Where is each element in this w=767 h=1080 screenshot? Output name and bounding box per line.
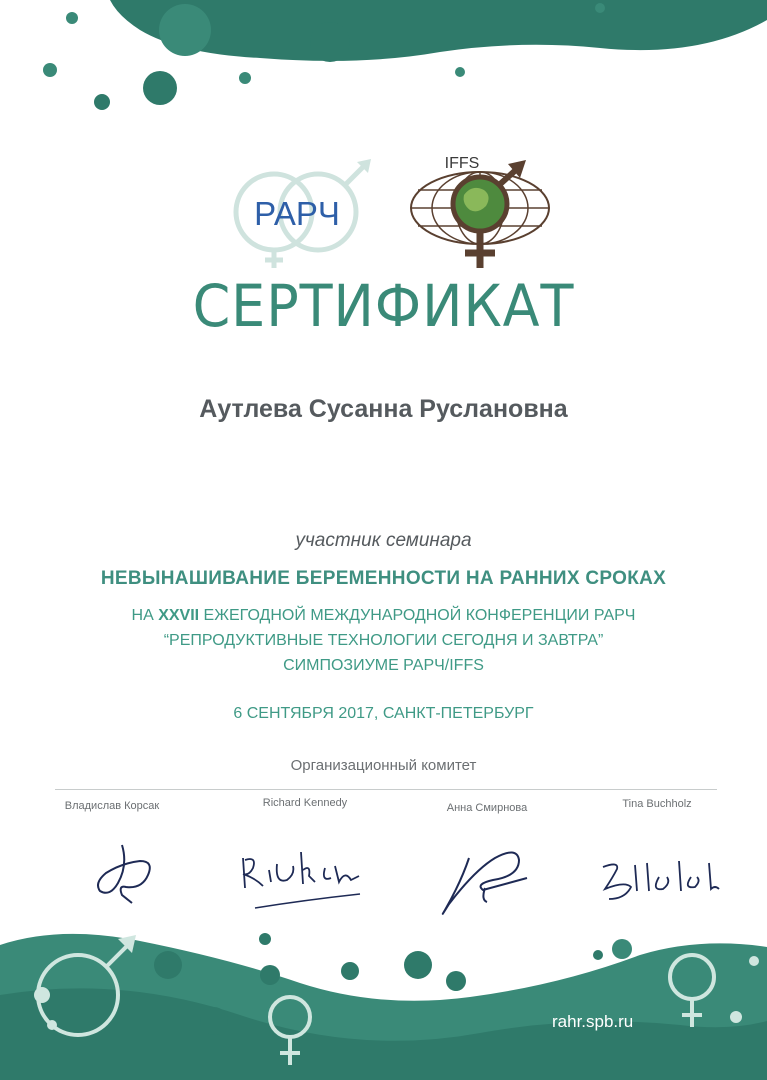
rahr-logo [236, 159, 371, 268]
signer-name: Richard Kennedy [262, 797, 348, 809]
conference-line-2: “РЕПРОДУКТИВНЫЕ ТЕХНОЛОГИИ СЕГОДНЯ И ЗАВТРА” [163, 632, 604, 649]
top-decoration [0, 0, 767, 120]
signature-korsak [88, 835, 163, 910]
signature-kennedy [235, 840, 370, 915]
recipient-name: Аутлева Сусанна Руслановна [199, 395, 568, 423]
date-place: 6 СЕНТЯБРЯ 2017, САНКТ-ПЕТЕРБУРГ [233, 705, 534, 722]
signer-name: Анна Смирнова [446, 802, 528, 814]
conference-number: XXVII [158, 607, 200, 624]
signer-name: Tina Buchholz [622, 798, 692, 810]
iffs-logo-text: IFFS [444, 155, 480, 172]
committee-label: Организационный комитет [290, 757, 477, 774]
iffs-logo [411, 155, 549, 268]
rahr-logo-text: РАРЧ [254, 195, 340, 232]
divider [55, 789, 717, 790]
bottom-decoration [0, 925, 767, 1080]
signer-name: Владислав Корсак [64, 800, 160, 812]
conference-line-3: СИМПОЗИУМЕ РАРЧ/IFFS [283, 657, 484, 674]
certificate-title: СЕРТИФИКАТ [192, 272, 575, 340]
signature-smirnova [435, 840, 535, 920]
logos [0, 150, 767, 280]
conference-line-1 [0, 607, 767, 625]
website-url: rahr.spb.ru [552, 1012, 634, 1031]
signature-buchholz [595, 855, 725, 905]
participant-role: участник семинара [295, 530, 472, 551]
conference-prefix: НА [131, 607, 159, 624]
conference-suffix: ЕЖЕГОДНОЙ МЕЖДУНАРОДНОЙ КОНФЕРЕНЦИИ РАРЧ [199, 607, 636, 624]
seminar-title: НЕВЫНАШИВАНИЕ БЕРЕМЕННОСТИ НА РАННИХ СРОКАХ [100, 568, 667, 589]
